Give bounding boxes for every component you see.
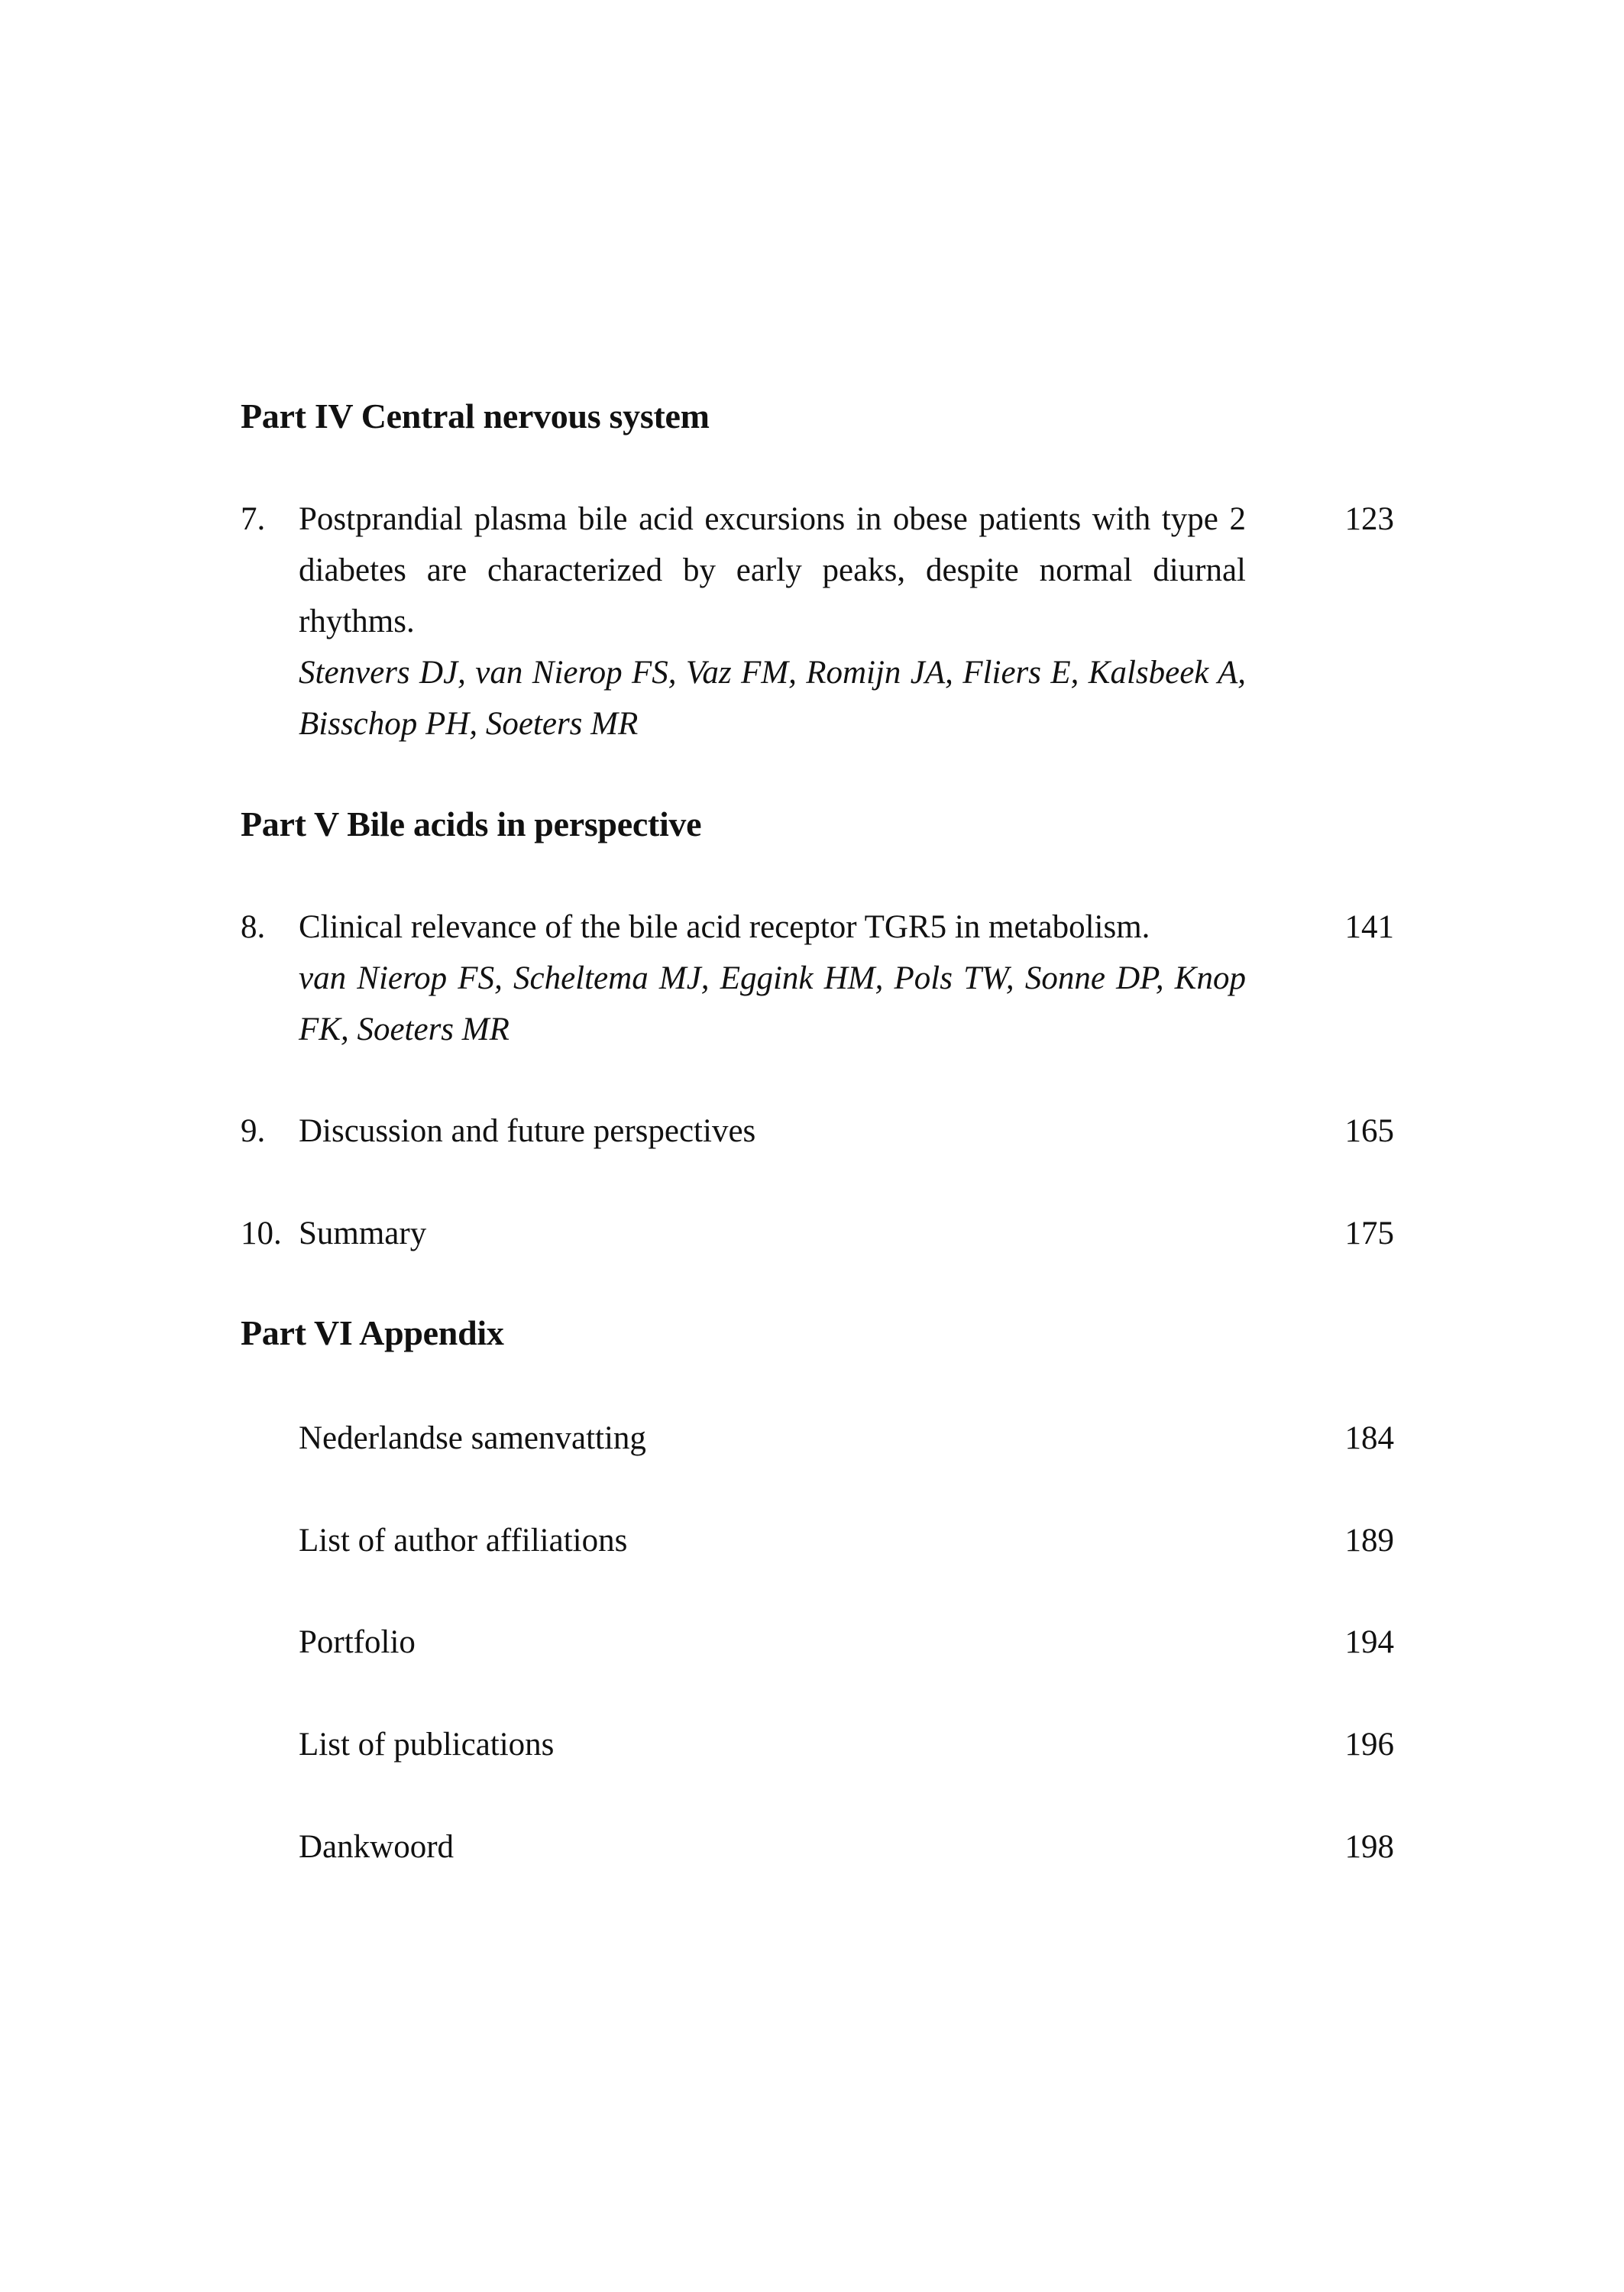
page-number: 189 [1344,1523,1394,1559]
chapter-number: 9. [241,1113,266,1149]
chapter-title: Clinical relevance of the bile acid receptor TGR5 in metabolism. [299,909,1150,945]
page-number: 165 [1344,1113,1394,1149]
appendix-title: List of author affiliations [299,1523,628,1559]
page-number: 175 [1344,1216,1394,1251]
page-number: 196 [1344,1727,1394,1763]
page-number: 123 [1344,501,1394,537]
chapter-title: Postprandial plasma bile acid excursions in obese patients with type 2 diabetes are characterized by early peaks, despite normal diurnal rhythms. [299,501,1246,639]
entry-body [299,494,1246,749]
entry-body [299,1106,1246,1157]
entry-body [299,1821,1246,1873]
page-number: 194 [1344,1624,1394,1660]
appendix-title: Portfolio [299,1624,416,1660]
page-number: 141 [1344,909,1394,945]
page-number: 184 [1344,1420,1394,1456]
chapter-number: 7. [241,501,266,537]
appendix-title: Nederlandse samenvatting [299,1420,646,1456]
entry-body [299,902,1246,1055]
chapter-number: 10. [241,1216,282,1251]
entry-body [299,1617,1246,1668]
page-number: 198 [1344,1829,1394,1865]
chapter-authors: Stenvers DJ, van Nierop FS, Vaz FM, Romijn JA, Fliers E, Kalsbeek A, Bisschop PH, Soeters MR [299,655,1246,742]
chapter-title: Discussion and future perspectives [299,1113,756,1149]
part-v-heading: Part V Bile acids in perspective [241,804,702,843]
entry-body [299,1515,1246,1566]
entry-body [299,1208,1246,1259]
entry-body [299,1413,1246,1464]
chapter-authors: van Nierop FS, Scheltema MJ, Eggink HM, Pols TW, Sonne DP, Knop FK, Soeters MR [299,960,1246,1047]
part-iv-heading: Part IV Central nervous system [241,397,710,435]
entry-body [299,1719,1246,1770]
chapter-title: Summary [299,1216,427,1251]
chapter-number: 8. [241,909,266,945]
appendix-title: List of publications [299,1727,555,1763]
part-vi-heading: Part VI Appendix [241,1313,504,1352]
appendix-title: Dankwoord [299,1829,455,1865]
